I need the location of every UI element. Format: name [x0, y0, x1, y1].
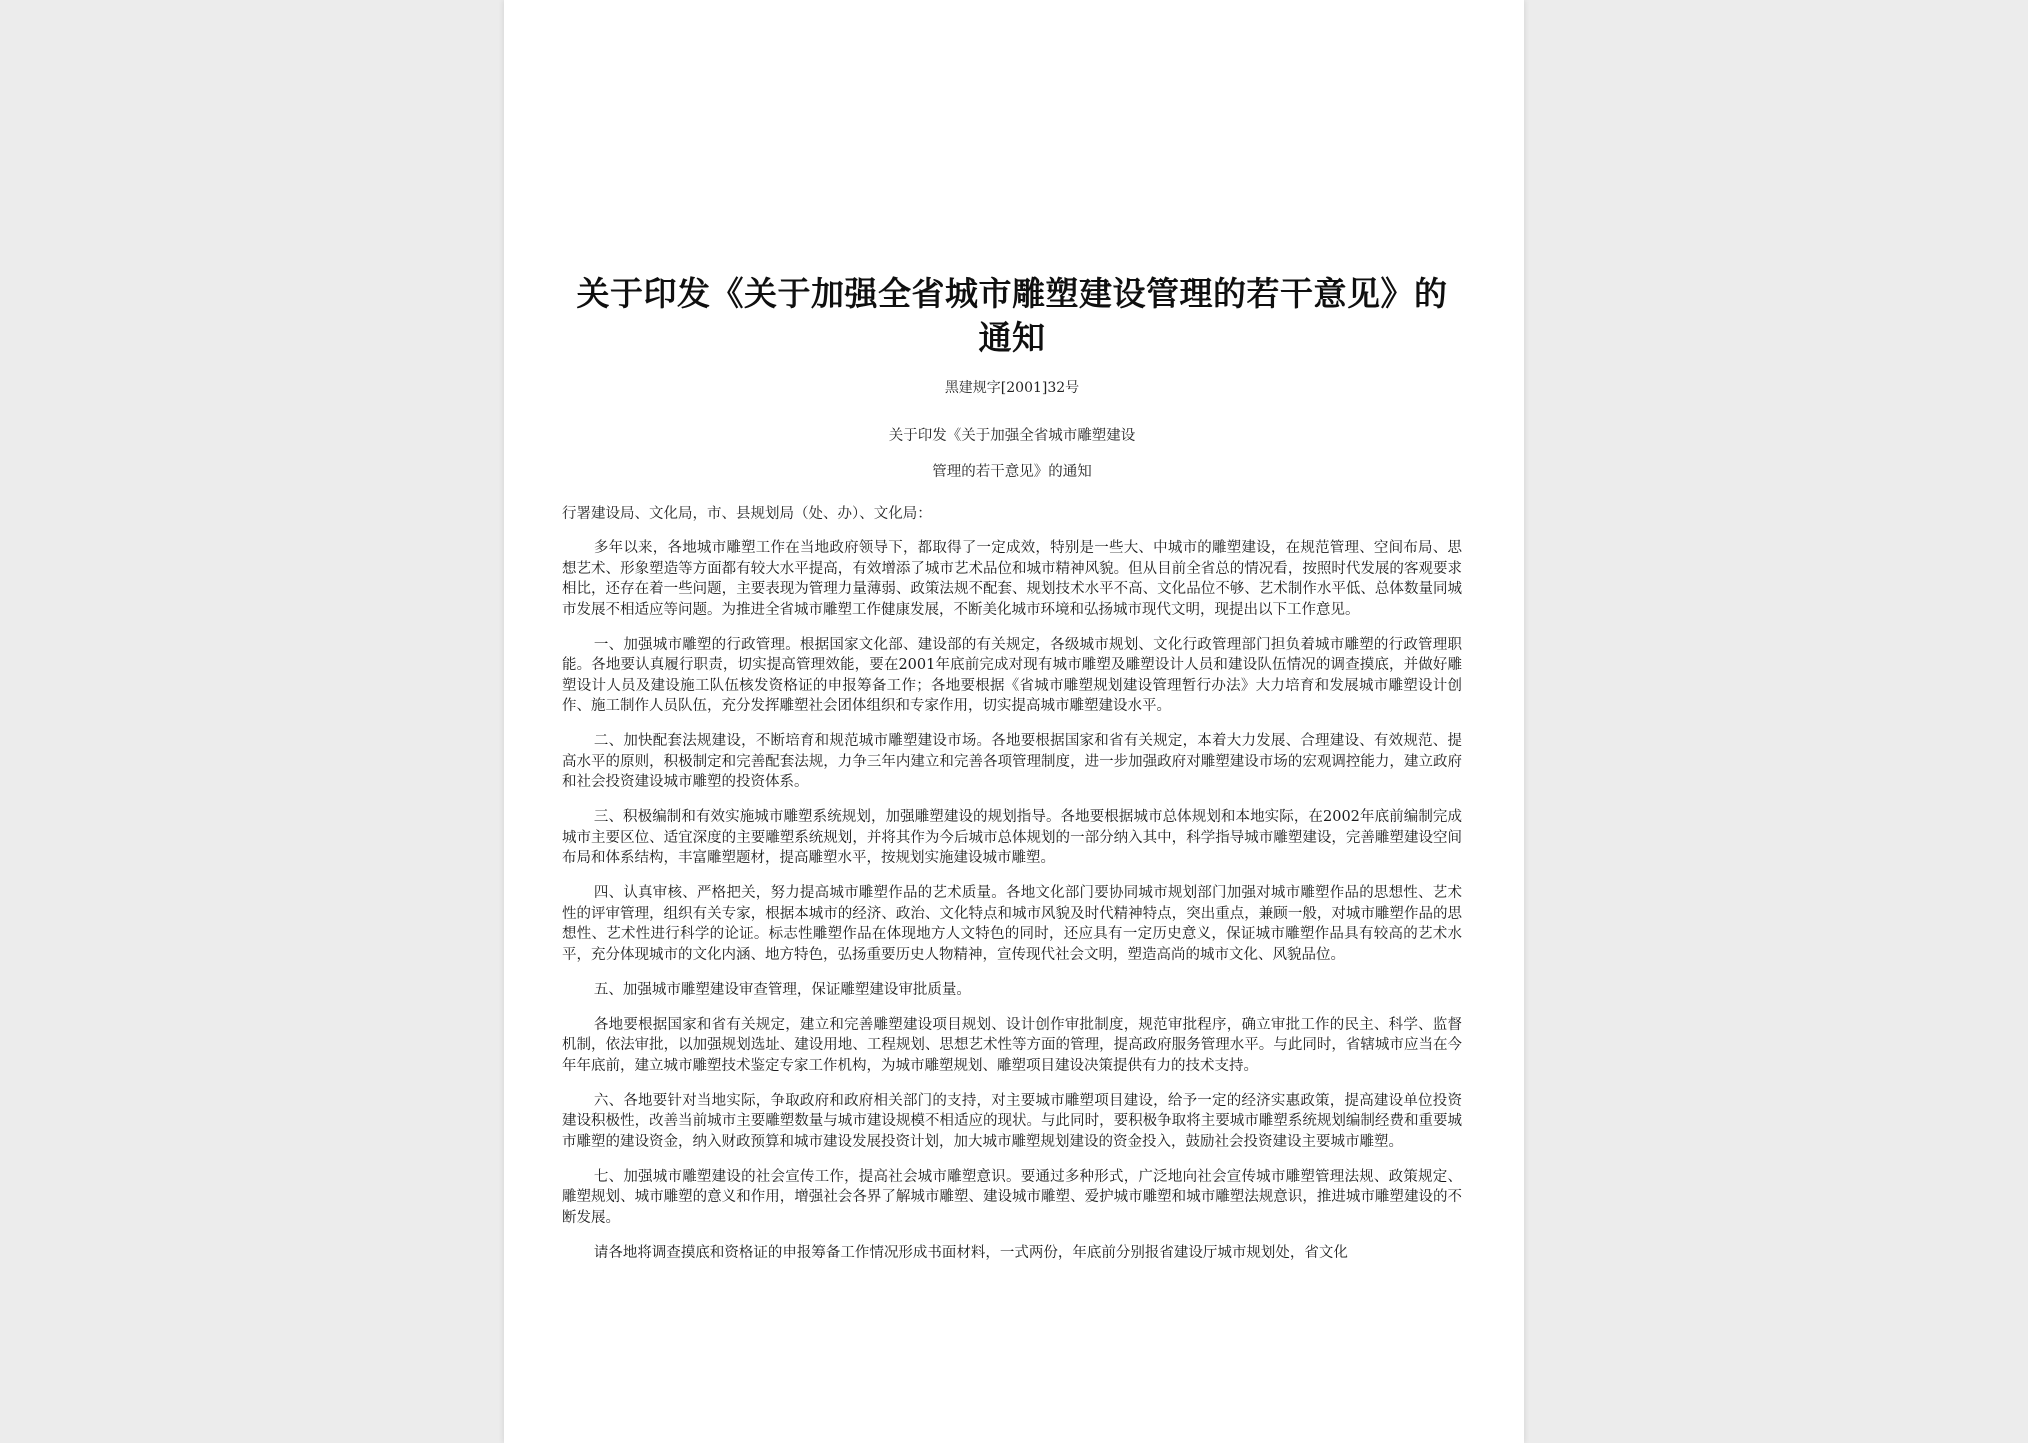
paragraph-closing: 请各地将调查摸底和资格证的申报筹备工作情况形成书面材料，一式两份，年底前分别报省建设厅城市规划处，省文化: [593, 1244, 1348, 1261]
paragraph-5-body: 各地要根据国家和省有关规定，建立和完善雕塑建设项目规划、设计创作审批制度，规范审批程序，确立审批工作的民主、科学、监督机制，依法审批，以加强规划选址、建设用地、工程规划、思想艺术性等方面的管理，提高政府服务管理水平。与此同时，省辖城市应当在今年年底前，建立城市雕塑技术鉴定专家工作机构，为城市雕塑规划、雕塑项目建设决策提供有力的技术支持。: [562, 1016, 1462, 1074]
document-number: 黑建规字[2001]32号: [944, 380, 1080, 396]
paragraph-4: 四、认真审核、严格把关，努力提高城市雕塑作品的艺术质量。各地文化部门要协同城市规划部门加强对城市雕塑作品的思想性、艺术性的评审管理，组织有关专家，根据本城市的经济、政治、文化特点和城市风貌及时代精神特点，突出重点，兼顾一般，对城市雕塑作品的思想性、艺术性进行科学的论证。标志性雕塑作品在体现地方人文特色的同时，还应具有一定历史意义，保证城市雕塑作品具有较高的艺术水平，充分体现城市的文化内涵、地方特色，弘扬重要历史人物精神，宣传现代社会文明，塑造高尚的城市文化、风貌品位。: [562, 885, 1462, 963]
paragraph-5-heading: 五、加强城市雕塑建设审查管理，保证雕塑建设审批质量。: [593, 981, 971, 998]
paragraph-1: 一、加强城市雕塑的行政管理。根据国家文化部、建设部的有关规定，各级城市规划、文化行政管理部门担负着城市雕塑的行政管理职能。各地要认真履行职责，切实提高管理效能，要在2001年底前完成对现有城市雕塑及雕塑设计人员和建设队伍情况的调查摸底，并做好雕塑设计人员及建设施工队伍核发资格证的申报筹备工作；各地要根据《省城市雕塑规划建设管理暂行办法》大力培育和发展城市雕塑设计创作、施工制作人员队伍，充分发挥雕塑社会团体组织和专家作用，切实提高城市雕塑建设水平。: [562, 636, 1462, 714]
paragraph-6: 六、各地要针对当地实际，争取政府和政府相关部门的支持，对主要城市雕塑项目建设，给予一定的经济实惠政策，提高建设单位投资建设积极性，改善当前城市主要雕塑数量与城市建设规模不相适应的现状。与此同时，要积极争取将主要城市雕塑系统规划编制经费和重要城市雕塑的建设资金，纳入财政预算和城市建设发展投资计划，加大城市雕塑规划建设的资金投入，鼓励社会投资建设主要城市雕塑。: [562, 1092, 1462, 1150]
paragraph-2: 二、加快配套法规建设，不断培育和规范城市雕塑建设市场。各地要根据国家和省有关规定，本着大力发展、合理建设、有效规范、提高水平的原则，积极制定和完善配套法规，力争三年内建立和完善各项管理制度，进一步加强政府对雕塑建设市场的宏观调控能力，建立政府和社会投资建设城市雕塑的投资体系。: [562, 733, 1462, 790]
paragraph-3: 三、积极编制和有效实施城市雕塑系统规划，加强雕塑建设的规划指导。各地要根据城市总体规划和本地实际，在2002年底前编制完成城市主要区位、适宜深度的主要雕塑系统规划，并将其作为今后城市总体规划的一部分纳入其中，科学指导城市雕塑建设，完善雕塑建设空间布局和体系结构，丰富雕塑题材，提高雕塑水平，按规划实施建设城市雕塑。: [562, 809, 1462, 866]
page-content: [562, 272, 1462, 1278]
paragraph-7: 七、加强城市雕塑建设的社会宣传工作，提高社会城市雕塑意识。要通过多种形式，广泛地向社会宣传城市雕塑管理法规、政策规定、雕塑规划、城市雕塑的意义和作用，增强社会各界了解城市雕塑、建设城市雕塑、爱护城市雕塑和城市雕塑法规意识，推进城市雕塑建设的不断发展。: [562, 1168, 1462, 1226]
subtitle-line-1: 关于印发《关于加强全省城市雕塑建设: [888, 428, 1136, 444]
paragraph-intro: 多年以来，各地城市雕塑工作在当地政府领导下，都取得了一定成效，特别是一些大、中城市的雕塑建设，在规范管理、空间布局、思想艺术、形象塑造等方面都有较大水平提高，有效增添了城市艺术品位和城市精神风貌。但从目前全省总的情况看，按照时代发展的客观要求相比，还存在着一些问题，主要表现为管理力量薄弱、政策法规不配套、规划技术水平不高、文化品位不够、艺术制作水平低、总体数量同城市发展不相适应等问题。为推进全省城市雕塑工作健康发展，不断美化城市环境和弘扬城市现代文明，现提出以下工作意见。: [562, 540, 1462, 618]
document-page: [504, 0, 1524, 1443]
salutation: 行署建设局、文化局，市、县规划局（处、办）、文化局：: [562, 506, 932, 522]
page-title: 关于印发《关于加强全省城市雕塑建设管理的若干意见》的通知: [576, 274, 1448, 357]
subtitle-line-2: 管理的若干意见》的通知: [932, 464, 1092, 480]
